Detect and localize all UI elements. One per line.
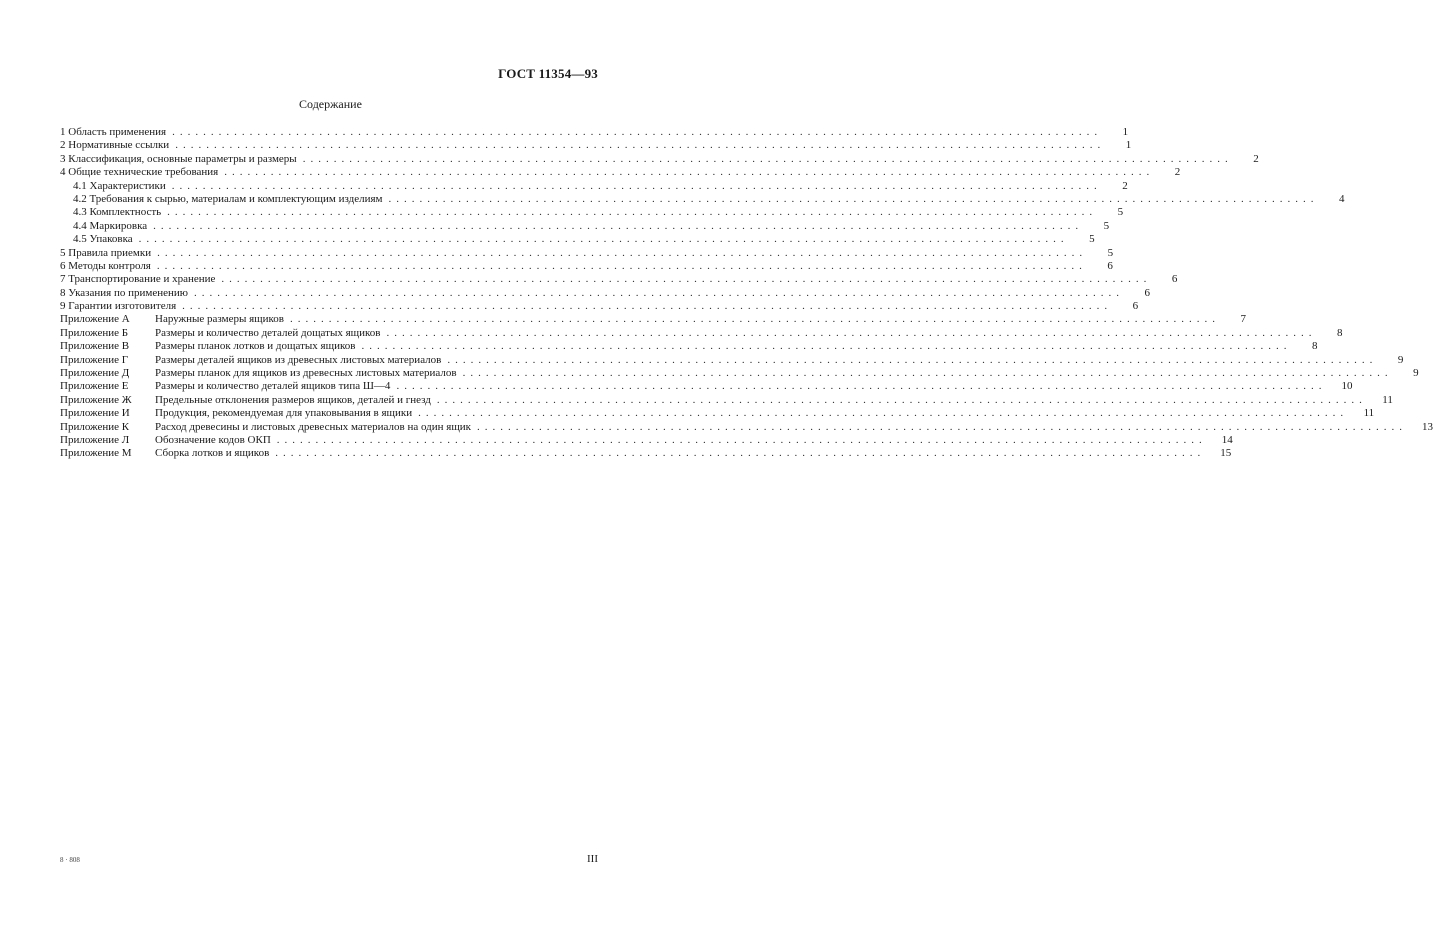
toc-leader-dots: ........................................................................................................................ <box>171 179 1102 192</box>
toc-entry-page: 1 <box>1125 139 1132 152</box>
toc-entry-page: 6 <box>1171 273 1178 286</box>
standard-code: ГОСТ 11354—93 <box>498 66 598 81</box>
toc-entry-title: Продукция, рекомендуемая для упаковывания в ящики <box>155 407 413 420</box>
toc-leader-dots: ........................................................................................................................ <box>182 300 1113 313</box>
toc-entry-title: 4 Общие технические требования <box>60 166 219 179</box>
toc-leader-dots: ........................................................................................................................ <box>290 313 1220 326</box>
toc-leader-dots: ........................................................................................................................ <box>153 219 1084 232</box>
toc-entry-page: 11 <box>1363 407 1375 420</box>
toc-entry-page: 14 <box>1221 433 1233 446</box>
toc-leader-dots: ........................................................................................................................ <box>447 353 1378 366</box>
toc-entry <box>60 433 1233 447</box>
toc-entry-annex: Приложение И <box>60 407 130 420</box>
toc-leader-dots: ........................................................................................................................ <box>221 273 1152 286</box>
toc-entry-title: 7 Транспортирование и хранение <box>60 273 216 286</box>
toc-entry-page: 6 <box>1107 259 1113 272</box>
toc-entry <box>60 340 1318 353</box>
toc-entry <box>60 233 1095 246</box>
toc-entry-page: 7 <box>1240 313 1246 326</box>
toc-entry-title: 8 Указания по применению <box>60 286 188 299</box>
toc-entry-title: Размеры планок для ящиков из древесных листовых материалов <box>155 367 457 380</box>
toc-entry <box>60 286 1150 300</box>
toc-leader-dots: ........................................................................................................................ <box>156 259 1087 272</box>
toc-entry <box>60 313 1246 326</box>
toc-entry-page: 10 <box>1341 380 1353 393</box>
toc-leader-dots: ........................................................................................................................ <box>462 367 1393 380</box>
toc-entry-title: 1 Область применения <box>60 126 167 138</box>
toc-leader-dots: ........................................................................................................................ <box>418 407 1349 420</box>
page-number: III <box>587 853 598 865</box>
toc-entry <box>60 152 1259 166</box>
toc-entry-page: 6 <box>1144 286 1150 299</box>
toc-entry-page: 11 <box>1382 393 1393 406</box>
toc-entry-title: 4.4 Маркировка <box>73 219 148 232</box>
toc-leader-dots: ........................................................................................................................ <box>193 286 1124 299</box>
toc-leader-dots: ........................................................................................................................ <box>361 340 1292 353</box>
toc-entry-page: 1 <box>1122 126 1129 138</box>
toc-entry <box>60 420 1433 434</box>
toc-entry-annex: Приложение Д <box>60 367 130 380</box>
toc-leader-dots: ........................................................................................................................ <box>396 380 1327 393</box>
toc-entry <box>60 139 1132 152</box>
toc-entry-annex: Приложение А <box>60 313 130 326</box>
toc-entry-title: 9 Гарантии изготовителя <box>60 300 177 313</box>
toc-entry-title: Предельные отклонения размеров ящиков, деталей и гнезд <box>155 393 431 406</box>
toc-entry-page: 8 <box>1337 326 1343 339</box>
toc-entry-title: Размеры деталей ящиков из древесных листовых материалов <box>155 353 442 366</box>
toc-entry-page: 2 <box>1122 179 1128 192</box>
toc-entry <box>60 300 1139 313</box>
toc-entry <box>60 126 1129 139</box>
toc-entry <box>60 367 1419 380</box>
toc-entry <box>60 179 1128 193</box>
toc-entry <box>60 326 1343 340</box>
toc-entry <box>60 206 1124 219</box>
toc-leader-dots: ........................................................................................................................ <box>386 326 1317 339</box>
toc-entry-page: 5 <box>1089 233 1095 246</box>
toc-entry-title: Размеры планок лотков и дощатых ящиков <box>155 340 356 353</box>
toc-entry-page: 5 <box>1107 246 1114 259</box>
toc-entry-page: 13 <box>1422 420 1433 433</box>
toc-entry <box>60 166 1181 179</box>
toc-leader-dots: ........................................................................................................................ <box>157 246 1088 259</box>
toc-entry-title: 5 Правила приемки <box>60 246 152 259</box>
toc-entry-page: 9 <box>1413 367 1419 380</box>
toc-leader-dots: ........................................................................................................................ <box>276 433 1207 446</box>
toc-entry <box>60 393 1393 407</box>
toc-entry-title: Расход древесины и листовых древесных материалов на один ящик <box>155 420 472 433</box>
toc-entry-page: 2 <box>1174 166 1181 179</box>
toc-leader-dots: ........................................................................................................................ <box>138 233 1069 246</box>
toc-entry-title: 2 Нормативные ссылки <box>60 139 170 152</box>
print-mark: 8 · 808 <box>60 856 80 864</box>
toc-leader-dots: ........................................................................................................................ <box>477 420 1408 433</box>
toc-entry-page: 6 <box>1132 300 1139 313</box>
toc-entry-page: 4 <box>1339 192 1345 205</box>
toc-leader-dots: ........................................................................................................................ <box>167 206 1098 219</box>
table-of-contents <box>60 126 1433 461</box>
toc-entry <box>60 353 1404 367</box>
toc-entry-page: 5 <box>1103 219 1110 232</box>
toc-leader-dots: ........................................................................................................................ <box>436 393 1367 406</box>
toc-entry-annex: Приложение Е <box>60 380 129 393</box>
toc-entry <box>60 380 1353 393</box>
toc-entry-title: 4.5 Упаковка <box>73 233 133 246</box>
toc-entry-annex: Приложение К <box>60 420 130 433</box>
toc-entry <box>60 273 1178 286</box>
toc-entry <box>60 246 1114 260</box>
toc-entry-page: 9 <box>1397 353 1404 366</box>
toc-entry-title: 4.2 Требования к сырью, материалам и комплектующим изделиям <box>73 192 383 205</box>
toc-entry-title: 4.1 Характеристики <box>73 179 166 192</box>
toc-entry-title: Размеры и количество деталей дощатых ящиков <box>155 326 381 339</box>
toc-leader-dots: ........................................................................................................................ <box>175 139 1106 152</box>
toc-entry <box>60 407 1375 420</box>
toc-entry-page: 8 <box>1311 340 1318 353</box>
toc-entry <box>60 259 1113 273</box>
toc-leader-dots: ........................................................................................................................ <box>172 126 1103 138</box>
toc-entry-page: 15 <box>1220 447 1232 460</box>
toc-entry-annex: Приложение Л <box>60 433 130 446</box>
toc-leader-dots: ........................................................................................................................ <box>302 152 1233 165</box>
toc-entry <box>60 447 1232 460</box>
toc-leader-dots: ........................................................................................................................ <box>275 447 1206 460</box>
toc-leader-dots: ........................................................................................................................ <box>224 166 1155 179</box>
toc-entry-annex: Приложение Г <box>60 353 129 366</box>
toc-leader-dots: ........................................................................................................................ <box>388 192 1319 205</box>
toc-entry-annex: Приложение Б <box>60 326 129 339</box>
toc-entry <box>60 192 1345 206</box>
toc-entry-title: Сборка лотков и ящиков <box>155 447 270 460</box>
toc-entry-title: 3 Классификация, основные параметры и размеры <box>60 152 297 165</box>
toc-entry-title: 6 Методы контроля <box>60 259 151 272</box>
toc-entry-title: Обозначение кодов ОКП <box>155 433 271 446</box>
toc-title: Содержание <box>299 97 362 111</box>
toc-entry-annex: Приложение В <box>60 340 130 353</box>
toc-entry-title: Размеры и количество деталей ящиков типа Ш—4 <box>155 380 391 393</box>
toc-entry <box>60 219 1110 233</box>
toc-entry-title: 4.3 Комплектность <box>73 206 162 219</box>
toc-entry-annex: Приложение М <box>60 447 132 460</box>
toc-entry-annex: Приложение Ж <box>60 393 132 406</box>
toc-entry-page: 5 <box>1117 206 1124 219</box>
toc-entry-page: 2 <box>1253 152 1259 165</box>
toc-entry-title: Наружные размеры ящиков <box>155 313 284 326</box>
